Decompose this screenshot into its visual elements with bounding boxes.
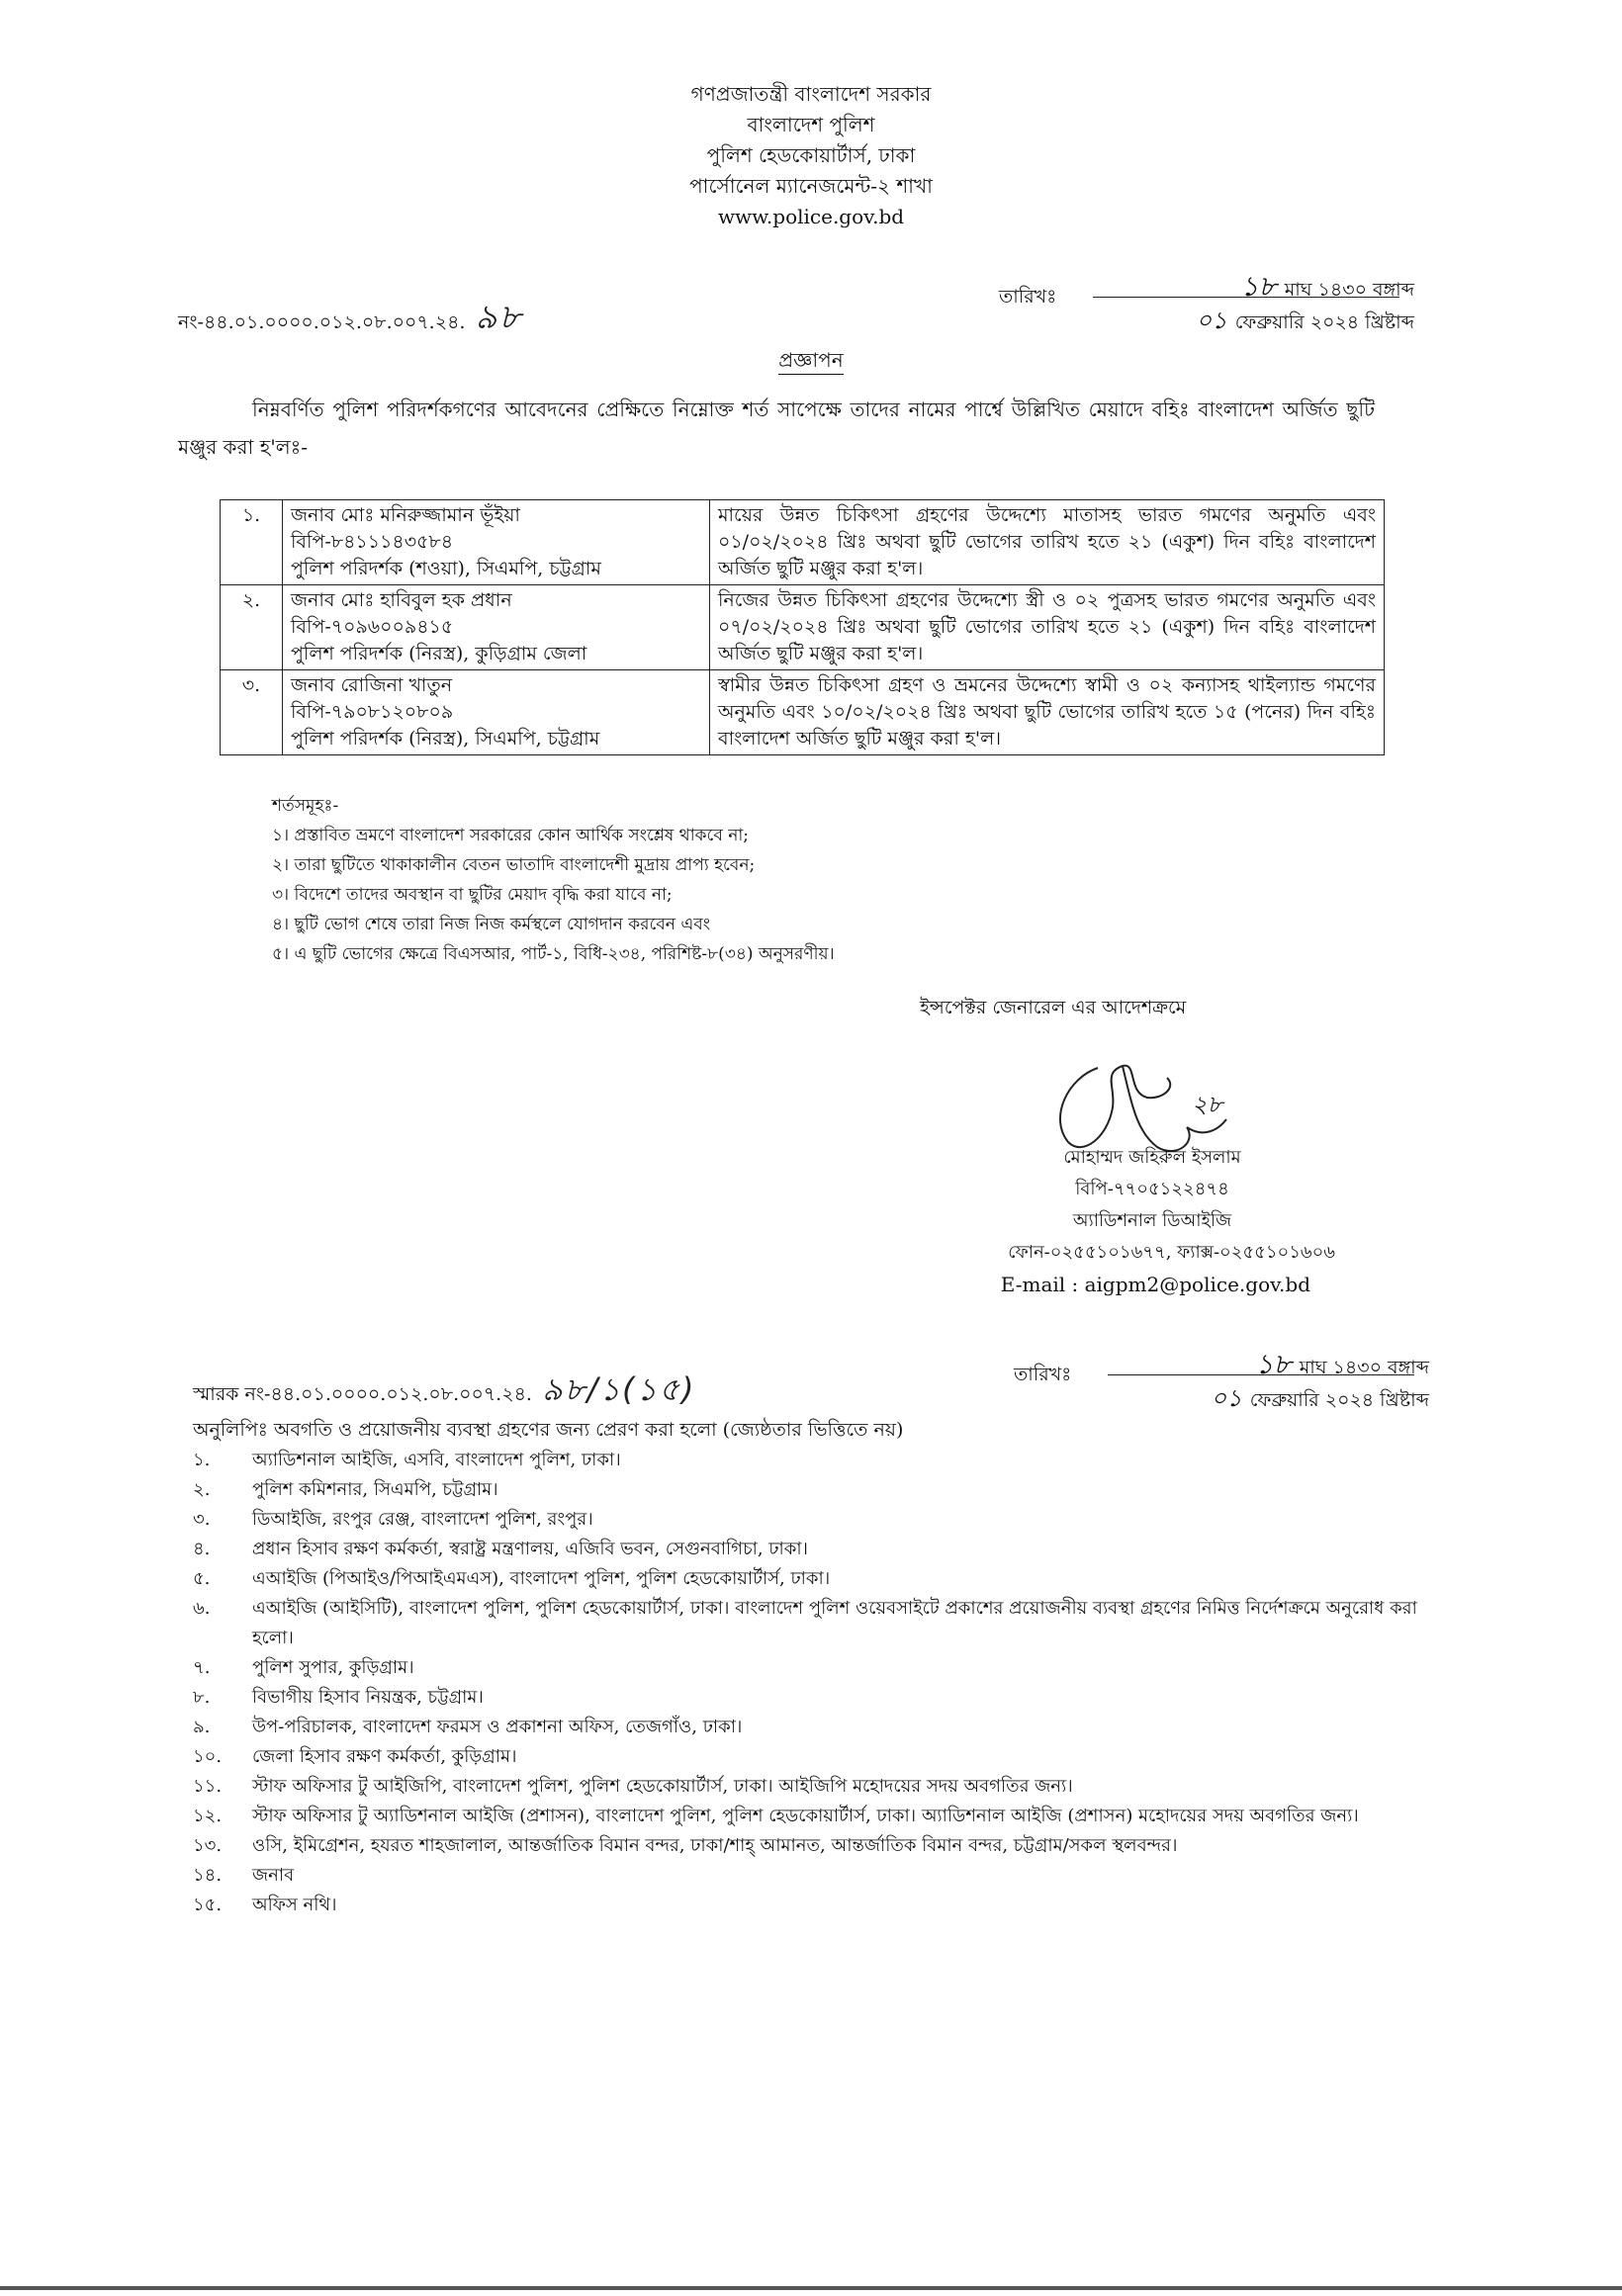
copy-item-number: ১০. [193, 1746, 223, 1767]
notice-title: প্রজ্ঞাপন [0, 346, 1622, 379]
grant-person [283, 670, 710, 755]
copy-item-text: পুলিশ কমিশনার, সিএমপি, চট্টগ্রাম। [252, 1479, 498, 1500]
copy-item-text: ডিআইজি, রংপুর রেঞ্জ, বাংলাদেশ পুলিশ, রংপুর। [252, 1509, 593, 1530]
grant-person [283, 500, 710, 585]
conditions-heading: শর্তসমূহঃ- [272, 796, 339, 816]
signatory-designation: অ্যাডিশনাল ডিআইজি [1072, 1210, 1232, 1231]
date2-english-handwritten: ০১ [1211, 1384, 1242, 1412]
copy-item-number: ৮. [193, 1687, 211, 1708]
page-bottom-rule [0, 2286, 1622, 2290]
copy-item-number: ১৪. [193, 1865, 223, 1886]
copy-item [193, 1713, 1419, 1742]
copy-item [193, 1802, 1419, 1831]
grant-detail: মায়ের উন্নত চিকিৎসা গ্রহণের উদ্দেশ্যে মাতাসহ ভারত গমণের অনুমতি এবং ০১/০২/২০২৪ খ্রিঃ অথবা ছুটি ভোগের তারিখ হতে ২১ (একুশ) দিন বহিঃ বাংলাদেশ অর্জিত ছুটি মঞ্জুর করা হ'ল। [710, 500, 1385, 585]
date-english-text: ফেব্রুয়ারি ২০২৪ খ্রিষ্টাব্দ [1234, 311, 1414, 333]
copy-item-text: পুলিশ সুপার, কুড়িগ্রাম। [252, 1657, 414, 1678]
copy-item-number: ২. [193, 1479, 211, 1500]
grant-post: পুলিশ পরিদর্শক (নিরস্ত্র), সিএমপি, চট্টগ্রাম [291, 728, 600, 750]
copy-item-number: ৯. [193, 1717, 211, 1737]
grant-name: জনাব মোঃ মনিরুজ্জামান ভূঁইয়া [291, 504, 520, 526]
copy-item-number: ৬. [193, 1598, 211, 1619]
condition-item: ৫। এ ছুটি ভোগের ক্ষেত্রে বিএসআর, পার্ট-১, বিধি-২৩৪, পরিশিষ্ট-৮(৩৪) অনুসরণীয়। [272, 944, 835, 964]
copy-item-number: ১৩. [193, 1835, 223, 1856]
copy-item-text: স্টাফ অফিসার টু অ্যাডিশনাল আইজি (প্রশাসন), বাংলাদেশ পুলিশ, পুলিশ হেডকোয়ার্টার্স, ঢাকা। অ্যাডিশনাল আইজি (প্রশাসন) মহোদয়ের সদয় অবগতির জন্য। [252, 1806, 1359, 1826]
date2-label: তারিখঃ [1014, 1364, 1072, 1385]
condition-item: ২। তারা ছুটিতে থাকাকালীন বেতন ভাতাদি বাংলাদেশী মুদ্রায় প্রাপ্য হবেন; [272, 855, 756, 875]
grant-name: জনাব মোঃ হাবিবুল হক প্রধান [291, 589, 512, 611]
website: www.police.gov.bd [717, 205, 905, 228]
govt-name: গণপ্রজাতন্ত্রী বাংলাদেশ সরকার [690, 82, 932, 106]
copy-heading: অনুলিপিঃ অবগতি ও প্রয়োজনীয় ব্যবস্থা গ্রহণের জন্য প্রেরণ করা হলো (জ্যেষ্ঠতার ভিত্তিতে নয়) [193, 1419, 904, 1441]
date-bangla-handwritten: ১৮ [1240, 270, 1277, 303]
date2-divider [1108, 1374, 1414, 1375]
date-english [1108, 303, 1414, 342]
date2-bangla-handwritten: ১৮ [1255, 1348, 1292, 1380]
copy-item-text: অ্যাডিশনাল আইজি, এসবি, বাংলাদেশ পুলিশ, ঢাকা। [252, 1450, 621, 1470]
branch-name: পার্সোনেল ম্যানেজমেন্ট-২ শাখা [689, 174, 933, 198]
copy-item [193, 1653, 1419, 1683]
grant-serial: ২. [221, 585, 283, 670]
copy-item [193, 1831, 1419, 1861]
grant-bp: বিপি-৭৯০৮১২০৮০৯ [291, 701, 454, 723]
copy-item [193, 1891, 1419, 1920]
copy-item-number: ৫. [193, 1568, 211, 1589]
copy-item-text: অফিস নথি। [252, 1895, 337, 1915]
date-divider [1093, 297, 1399, 298]
copy-item-number: ৪. [193, 1539, 211, 1559]
copy-item [193, 1742, 1419, 1772]
office-name: পুলিশ হেডকোয়ার্টার্স, ঢাকা [706, 143, 916, 167]
copy-item-number: ৩. [193, 1509, 211, 1530]
intro-paragraph: নিম্নবর্ণিত পুলিশ পরিদর্শকগণের আবেদনের প্রেক্ষিতে নিম্নোক্ত শর্ত সাপেক্ষে তাদের নামের পার্শ্বে উল্লিখিত মেয়াদে বহিঃ বাংলাদেশ অর্জিত ছুটি মঞ্জুর করা হ'লঃ- [178, 397, 1375, 459]
copy-item-number: ১৫. [193, 1895, 223, 1915]
grant-detail: নিজের উন্নত চিকিৎসা গ্রহণের উদ্দেশ্যে স্ত্রী ও ০২ পুত্রসহ ভারত গমণের অনুমতি এবং ০৭/০২/২০২৪ খ্রিঃ অথবা ছুটি ভোগের তারিখ হতে ২১ (একুশ) দিন বহিঃ বাংলাদেশ অর্জিত ছুটি মঞ্জুর করা হ'ল। [710, 585, 1385, 670]
leave-grant-table [220, 499, 1385, 755]
grant-serial: ৩. [221, 670, 283, 755]
date2-english [1123, 1380, 1429, 1420]
grant-bp: বিপি-৭০৯৬০০৯৪১৫ [291, 616, 454, 638]
copy-item-text: জনাব [252, 1865, 295, 1886]
copy-item-text: প্রধান হিসাব রক্ষণ কর্মকর্তা, স্বরাষ্ট্র মন্ত্রণালয়, এজিবি ভবন, সেগুনবাগিচা, ঢাকা। [252, 1539, 808, 1559]
signatory-phone: ফোন-০২৫৫১০১৬৭৭, ফ্যাক্স-০২৫৫১০১৬০৬ [1008, 1242, 1335, 1263]
grant-name: জনাব রোজিনা খাতুন [291, 674, 453, 696]
date-label: তারিখঃ [999, 286, 1057, 308]
condition-item: ৪। ছুটি ভোগ শেষে তারা নিজ নিজ কর্মস্থলে যোগদান করবেন এবং [272, 915, 711, 934]
grant-row [221, 500, 1385, 585]
copy-item-number: ৭. [193, 1657, 211, 1678]
copy-item-text: উপ-পরিচালক, বাংলাদেশ ফরমস ও প্রকাশনা অফিস, তেজগাঁও, ঢাকা। [252, 1717, 743, 1737]
copy-item-text: এআইজি (আইসিটি), বাংলাদেশ পুলিশ, পুলিশ হেডকোয়ার্টার্স, ঢাকা। বাংলাদেশ পুলিশ ওয়েবসাইটে প্রকাশের প্রয়োজনীয় ব্যবস্থা গ্রহণের নিমিত্ত নির্দেশক্রমে অনুরোধ করা হলো। [252, 1598, 1417, 1648]
copy-item-text: এআইজি (পিআইও/পিআইএমএস), বাংলাদেশ পুলিশ, পুলিশ হেডকোয়ার্টার্স, ঢাকা। [252, 1568, 831, 1589]
conditions [272, 791, 835, 969]
memo2-number [193, 1365, 696, 1418]
memo2-number-text: স্মারক নং-৪৪.০১.০০০০.০১২.০৮.০০৭.২৪. [193, 1383, 532, 1405]
condition-item: ৩। বিদেশে তাদের অবস্থান বা ছুটির মেয়াদ বৃদ্ধি করা যাবে না; [272, 885, 673, 905]
grant-serial: ১. [221, 500, 283, 585]
date-block [999, 265, 1414, 344]
date2-english-text: ফেব্রুয়ারি ২০২৪ খ্রিষ্টাব্দ [1249, 1389, 1429, 1411]
memo-number-text: নং-৪৪.০১.০০০০.০১২.০৮.০০৭.২৪. [178, 311, 466, 333]
grant-person [283, 585, 710, 670]
copy-item-number: ১২. [193, 1806, 223, 1826]
copy-item [193, 1861, 1419, 1891]
copy-item-number: ১১. [193, 1776, 223, 1797]
date-block-2 [1014, 1343, 1429, 1422]
copy-item [193, 1683, 1419, 1713]
copy-item-text: ওসি, ইমিগ্রেশন, হযরত শাহজালাল, আন্তর্জাতিক বিমান বন্দর, ঢাকা/শাহ্ আমানত, আন্তর্জাতিক বিমান বন্দর, চট্টগ্রাম/সকল স্থলবন্দর। [252, 1835, 1178, 1856]
grant-bp: বিপি-৮৪১১১৪৩৫৮৪ [291, 531, 454, 553]
copy-item [193, 1446, 1419, 1475]
copy-item-text: বিভাগীয় হিসাব নিয়ন্ত্রক, চট্টগ্রাম। [252, 1687, 484, 1708]
signatory-bp: বিপি-৭৭০৫১২২৪৭৪ [1075, 1179, 1229, 1199]
date2-bangla-text: মাঘ ১৪৩০ বঙ্গাব্দ [1299, 1357, 1429, 1378]
date-english-handwritten: ০১ [1196, 307, 1227, 334]
grant-post: পুলিশ পরিদর্শক (শওয়া), সিএমপি, চট্টগ্রাম [291, 558, 601, 579]
signature-date: ২৮ [1192, 1091, 1223, 1118]
grant-row [221, 670, 1385, 755]
dept-name: বাংলাদেশ পুলিশ [747, 113, 875, 136]
copy-item [193, 1505, 1419, 1535]
memo2-number-handwritten: ৯৮/১(১৫) [541, 1370, 696, 1408]
grant-post: পুলিশ পরিদর্শক (নিরস্ত্র), কুড়িগ্রাম জেলা [291, 643, 587, 664]
letterhead [0, 79, 1622, 232]
memo-number-handwritten: ৯৮ [475, 298, 523, 337]
copy-item [193, 1772, 1419, 1802]
copy-item-text: জেলা হিসাব রক্ষণ কর্মকর্তা, কুড়িগ্রাম। [252, 1746, 517, 1767]
copy-item [193, 1564, 1419, 1594]
grant-row [221, 585, 1385, 670]
signatory-block [890, 1142, 1335, 1300]
copy-item [193, 1535, 1419, 1564]
copy-list [193, 1446, 1419, 1920]
copy-item-text: স্টাফ অফিসার টু আইজিপি, বাংলাদেশ পুলিশ, পুলিশ হেডকোয়ার্টার্স, ঢাকা। আইজিপি মহোদয়ের সদয় অবগতির জন্য। [252, 1776, 1073, 1797]
copy-item-number: ১. [193, 1450, 211, 1470]
condition-item: ১। প্রস্তাবিত ভ্রমণে বাংলাদেশ সরকারের কোন আর্থিক সংশ্লেষ থাকবে না; [272, 826, 750, 845]
order-line: ইন্সপেক্টর জেনারেল এর আদেশক্রমে [920, 997, 1187, 1018]
grant-detail: স্বামীর উন্নত চিকিৎসা গ্রহণ ও ভ্রমনের উদ্দেশ্যে স্বামী ও ০২ কন্যাসহ থাইল্যান্ড গমণের অনুমতি এবং ১০/০২/২০২৪ খ্রিঃ অথবা ছুটি ভোগের তারিখ হতে ১৫ (পনের) দিন বহিঃ বাংলাদেশ অর্জিত ছুটি মঞ্জুর করা হ'ল। [710, 670, 1385, 755]
memo-number [178, 292, 523, 348]
copy-item [193, 1594, 1419, 1653]
signatory-name: মোহাম্মদ জহিরুল ইসলাম [1063, 1147, 1241, 1168]
copy-item [193, 1475, 1419, 1505]
date-bangla-text: মাঘ ১৪৩০ বঙ্গাব্দ [1284, 279, 1414, 301]
signatory-email: E-mail : aigpm2@police.gov.bd [1000, 1273, 1310, 1296]
